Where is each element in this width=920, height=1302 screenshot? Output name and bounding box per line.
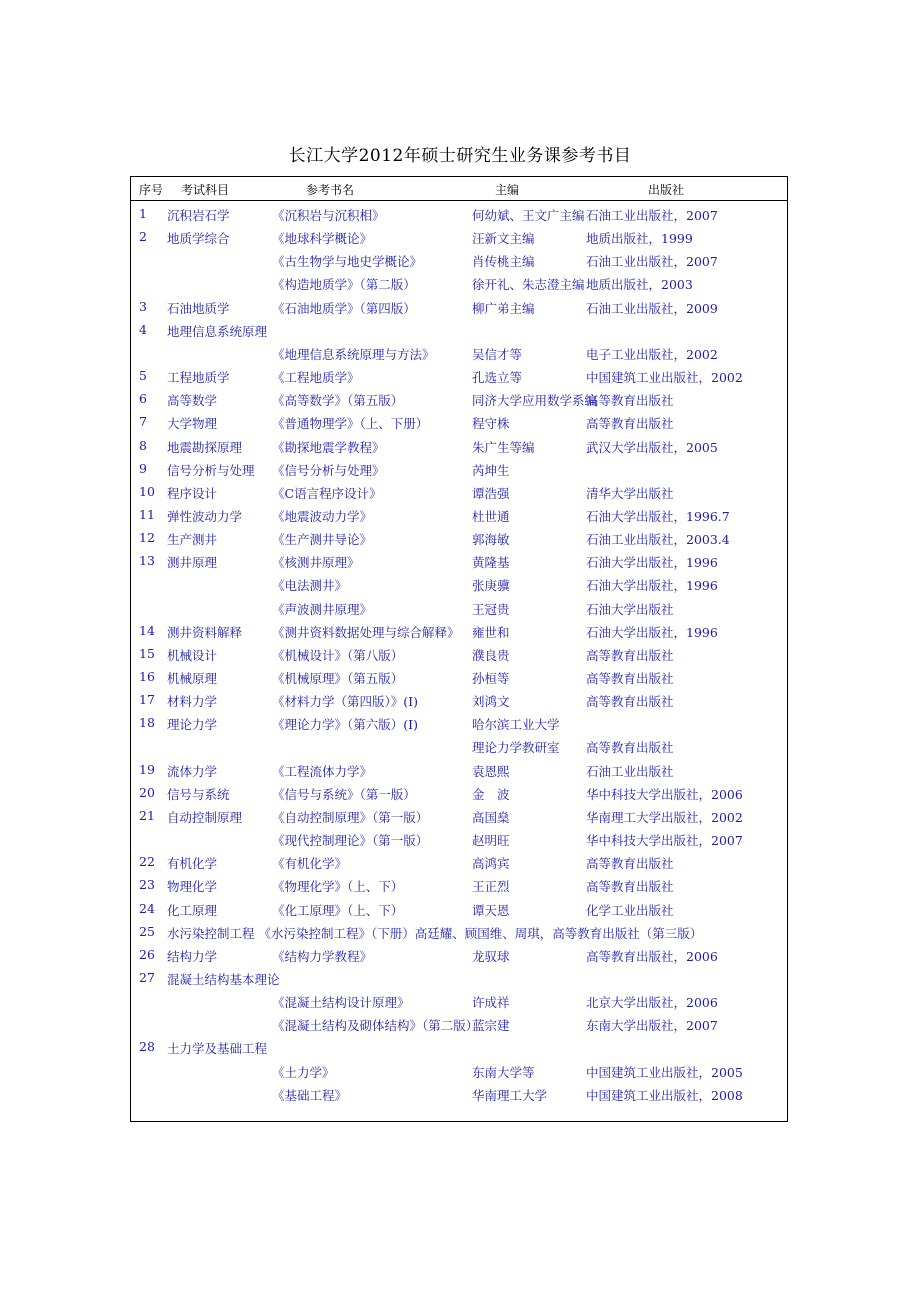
row-book: 《高等数学》（第五版） xyxy=(272,393,404,409)
row-publisher: 石油大学出版社，1996.7 xyxy=(586,508,730,524)
row-author: 许成祥 xyxy=(472,995,510,1011)
table-row xyxy=(131,644,787,667)
table-row xyxy=(131,482,787,505)
row-subject: 自动控制原理 xyxy=(167,809,243,825)
row-publisher: 东南大学出版社，2007 xyxy=(586,1018,718,1034)
row-book: 《有机化学》 xyxy=(272,856,348,872)
row-author: 赵明旺 xyxy=(472,833,510,849)
table-row xyxy=(131,297,787,320)
row-subject: 材料力学 xyxy=(167,694,218,710)
row-author: 理论力学教研室 xyxy=(472,740,560,756)
row-subject: 流体力学 xyxy=(167,763,218,779)
row-subject: 弹性波动力学 xyxy=(167,508,243,524)
row-publisher: 石油大学出版社 xyxy=(586,601,674,617)
row-publisher: 中国建筑工业出版社，2002 xyxy=(586,370,743,386)
row-author: 汪新文主编 xyxy=(472,231,535,247)
row-subject: 地理信息系统原理 xyxy=(167,323,268,339)
table-header xyxy=(131,177,787,201)
row-subject: 信号分析与处理 xyxy=(167,462,255,478)
row-author: 杜世通 xyxy=(472,508,510,524)
table-row xyxy=(131,227,787,250)
row-no: 13 xyxy=(139,553,155,569)
row-author: 芮坤生 xyxy=(472,462,510,478)
table-row xyxy=(131,899,787,922)
row-subject: 结构力学 xyxy=(167,948,218,964)
row-author: 同济大学应用数学系编 xyxy=(472,393,598,409)
table-row xyxy=(131,736,787,759)
table-row xyxy=(131,1061,787,1084)
row-book: 《工程地质学》 xyxy=(272,370,360,386)
row-subject: 高等数学 xyxy=(167,393,218,409)
row-author: 刘鸿文 xyxy=(472,694,510,710)
table-row xyxy=(131,250,787,273)
row-publisher: 地质出版社，1999 xyxy=(586,231,693,247)
row-book: 《混凝土结构及砌体结构》（第二版） xyxy=(272,1018,479,1034)
table-row xyxy=(131,574,787,597)
row-author: 濮良贵 xyxy=(472,647,510,663)
row-book: 《现代控制理论》（第一版） xyxy=(272,833,429,849)
row-publisher: 高等教育出版社 xyxy=(586,740,674,756)
row-no: 10 xyxy=(139,483,155,499)
row-author: 黄隆基 xyxy=(472,555,510,571)
row-author: 程守株 xyxy=(472,416,510,432)
row-no: 9 xyxy=(139,460,147,476)
row-book: 《核测井原理》 xyxy=(272,555,360,571)
header-publisher: 出版社 xyxy=(648,183,685,197)
row-no: 27 xyxy=(139,969,155,985)
row-author: 朱广生等编 xyxy=(472,439,535,455)
row-book: 《信号分析与处理》 xyxy=(272,462,385,478)
table-row xyxy=(131,829,787,852)
row-book: 《生产测井导论》 xyxy=(272,532,373,548)
row-no: 1 xyxy=(139,206,147,221)
row-no: 6 xyxy=(139,391,147,407)
header-author: 主编 xyxy=(495,183,520,197)
row-book: 《自动控制原理》（第一版） xyxy=(272,809,429,825)
row-subject: 信号与系统 xyxy=(167,786,230,802)
row-no: 14 xyxy=(139,622,155,638)
row-subject: 工程地质学 xyxy=(167,370,230,386)
row-book: 《测井资料数据处理与综合解释》 xyxy=(272,624,460,640)
table-row xyxy=(131,505,787,528)
row-book: 《工程流体力学》 xyxy=(272,763,373,779)
row-author: 柳广弟主编 xyxy=(472,300,535,316)
row-no: 5 xyxy=(139,368,147,384)
table-row xyxy=(131,436,787,459)
row-author: 王正烈 xyxy=(472,879,510,895)
table-row xyxy=(131,320,787,343)
row-publisher: 石油大学出版社，1996 xyxy=(586,555,718,571)
header-book: 参考书名 xyxy=(306,183,355,197)
row-author: 肖传桃主编 xyxy=(472,254,535,270)
row-author: 何幼斌、王文广主编 xyxy=(472,208,585,223)
row-publisher: 高等教育出版社，2006 xyxy=(586,948,718,964)
row-no: 25 xyxy=(139,923,155,939)
row-author: 华南理工大学 xyxy=(472,1087,548,1103)
row-author: 雍世和 xyxy=(472,624,510,640)
table-row xyxy=(131,783,787,806)
header-subject: 考试科目 xyxy=(181,183,230,197)
row-subject: 混凝土结构基本理论 xyxy=(167,971,280,987)
row-publisher: 中国建筑工业出版社，2005 xyxy=(586,1064,743,1080)
row-author: 高国燊 xyxy=(472,809,510,825)
row-no: 7 xyxy=(139,414,147,430)
row-book: 《普通物理学》（上、下册） xyxy=(272,416,429,432)
table-row xyxy=(131,412,787,435)
row-subject: 机械原理 xyxy=(167,671,218,686)
row-publisher: 地质出版社，2003 xyxy=(586,277,693,293)
row-book: 《地球科学概论》 xyxy=(272,231,373,247)
row-author: 龙驭球 xyxy=(472,948,510,964)
row-subject: 生产测井 xyxy=(167,532,218,548)
row-publisher: 石油工业出版社 xyxy=(586,763,674,779)
row-publisher: 高等教育出版社 xyxy=(586,879,674,895)
table-row xyxy=(131,551,787,574)
row-subject: 石油地质学 xyxy=(167,300,230,316)
row-author: 高鸿宾 xyxy=(472,856,510,872)
row-no: 22 xyxy=(139,854,155,870)
row-no: 4 xyxy=(139,321,147,337)
row-author: 谭浩强 xyxy=(472,485,510,501)
table-row xyxy=(131,852,787,875)
row-publisher: 中国建筑工业出版社，2008 xyxy=(586,1087,743,1103)
row-no: 23 xyxy=(139,877,155,893)
table-row xyxy=(131,991,787,1014)
row-book: 《电法测井》 xyxy=(272,578,348,594)
row-publisher: 华南理工大学出版社，2002 xyxy=(586,809,743,825)
row-subject: 土力学及基础工程 xyxy=(167,1041,268,1057)
row-no: 16 xyxy=(139,669,155,684)
table-row xyxy=(131,1037,787,1060)
table-row xyxy=(131,389,787,412)
table-row xyxy=(131,528,787,551)
table-row xyxy=(131,945,787,968)
row-author: 孔选立等 xyxy=(472,370,523,386)
table-row xyxy=(131,204,787,227)
row-no: 19 xyxy=(139,761,155,777)
row-subject: 测井原理 xyxy=(167,555,218,571)
row-book: 《混凝土结构设计原理》 xyxy=(272,995,410,1011)
row-no: 20 xyxy=(139,784,155,800)
row-book: 《石油地质学》（第四版） xyxy=(272,300,416,316)
row-subject: 理论力学 xyxy=(167,717,218,733)
table-row xyxy=(131,598,787,621)
table-row xyxy=(131,273,787,296)
table-row xyxy=(131,690,787,713)
header-no: 序号 xyxy=(139,183,164,197)
row-book: 《地理信息系统原理与方法》 xyxy=(272,346,435,362)
row-publisher: 化学工业出版社 xyxy=(586,902,674,918)
row-subject: 物理化学 xyxy=(167,879,218,895)
table-row xyxy=(131,621,787,644)
table-row xyxy=(131,806,787,829)
row-publisher: 华中科技大学出版社，2006 xyxy=(586,786,743,802)
row-author: 吴信才等 xyxy=(472,346,523,362)
row-book: 《基础工程》 xyxy=(272,1087,348,1103)
row-author: 王冠贵 xyxy=(472,601,510,617)
row-book: 《勘探地震学教程》 xyxy=(272,439,385,455)
table-row xyxy=(131,713,787,736)
table-row xyxy=(131,667,787,690)
row-publisher: 石油工业出版社，2007 xyxy=(586,254,718,270)
row-publisher: 武汉大学出版社，2005 xyxy=(586,439,718,455)
row-author: 张庚骥 xyxy=(472,578,510,594)
table-row xyxy=(131,343,787,366)
table-row xyxy=(131,1014,787,1037)
row-no: 11 xyxy=(139,506,155,522)
row-publisher: 高等教育出版社 xyxy=(586,416,674,432)
row-no: 18 xyxy=(139,715,155,731)
row-author: 徐开礼、朱志澄主编 xyxy=(472,277,585,293)
row-publisher: 高等教育出版社 xyxy=(586,671,674,686)
row-book: 《机械设计》（第八版） xyxy=(272,647,404,663)
row-subject: 化工原理 xyxy=(167,902,218,918)
row-publisher: 高等教育出版社 xyxy=(586,856,674,872)
row-subject: 程序设计 xyxy=(167,485,218,501)
booklist-table xyxy=(130,176,788,1122)
row-publisher: 高等教育出版社 xyxy=(586,647,674,663)
table-row xyxy=(131,968,787,991)
row-author: 孙桓等 xyxy=(472,671,510,686)
row-book: 《化工原理》（上、下） xyxy=(272,902,404,918)
row-no: 2 xyxy=(139,229,147,245)
row-subject: 沉积岩石学 xyxy=(167,208,230,223)
row-no: 8 xyxy=(139,437,147,453)
row-publisher: 石油大学出版社，1996 xyxy=(586,578,718,594)
row-author: 东南大学等 xyxy=(472,1064,535,1080)
row-author: 郭海敏 xyxy=(472,532,510,548)
page-title: 长江大学2012年硕士研究生业务课参考书目 xyxy=(288,146,632,166)
table-row xyxy=(131,1084,787,1107)
row-no: 3 xyxy=(139,298,147,314)
row-publisher: 华中科技大学出版社，2007 xyxy=(586,833,743,849)
table-row xyxy=(131,922,787,945)
row-subject: 测井资料解释 xyxy=(167,624,243,640)
row-no: 21 xyxy=(139,807,155,823)
row-author: 袁恩熙 xyxy=(472,763,510,779)
row-subject: 大学物理 xyxy=(167,416,218,432)
row-combined-entry: 水污染控制工程 《水污染控制工程》（下册）高廷耀、顾国维、周琪，高等教育出版社（第三版） xyxy=(167,925,703,941)
row-book: 《物理化学》（上、下） xyxy=(272,879,404,895)
row-no: 24 xyxy=(139,900,155,916)
row-book: 《构造地质学》（第二版） xyxy=(272,277,416,293)
row-no: 17 xyxy=(139,692,155,708)
row-book: 《声波测井原理》 xyxy=(272,601,373,617)
row-no: 26 xyxy=(139,946,155,962)
table-row xyxy=(131,459,787,482)
table-row xyxy=(131,760,787,783)
row-publisher: 电子工业出版社，2002 xyxy=(586,346,718,362)
row-author: 谭天恩 xyxy=(472,902,510,918)
row-subject: 机械设计 xyxy=(167,647,218,663)
table-row xyxy=(131,366,787,389)
row-publisher: 北京大学出版社，2006 xyxy=(586,995,718,1011)
row-publisher: 石油工业出版社，2003.4 xyxy=(586,532,730,548)
row-publisher: 石油大学出版社，1996 xyxy=(586,624,718,640)
row-book: 《土力学》 xyxy=(272,1064,335,1080)
row-book: 《C语言程序设计》 xyxy=(272,485,382,501)
table-row xyxy=(131,875,787,898)
row-author: 蓝宗建 xyxy=(472,1018,510,1034)
row-book: 《沉积岩与沉积相》 xyxy=(272,208,385,223)
row-book: 《古生物学与地史学概论》 xyxy=(272,254,423,270)
row-subject: 地震勘探原理 xyxy=(167,439,243,455)
row-book: 《地震波动力学》 xyxy=(272,508,373,524)
row-subject: 地质学综合 xyxy=(167,231,230,247)
row-subject: 有机化学 xyxy=(167,856,218,872)
row-book: 《理论力学》（第六版）(I) xyxy=(272,717,418,733)
row-publisher: 石油工业出版社，2009 xyxy=(586,300,718,316)
row-author: 哈尔滨工业大学 xyxy=(472,717,560,733)
row-no: 15 xyxy=(139,645,155,661)
row-book: 《材料力学（第四版）》(I) xyxy=(272,694,418,710)
row-publisher: 高等教育出版社 xyxy=(586,694,674,710)
row-publisher: 石油工业出版社，2007 xyxy=(586,208,718,223)
row-author: 金 波 xyxy=(472,786,510,802)
row-publisher: 高等教育出版社 xyxy=(586,393,674,409)
row-book: 《信号与系统》（第一版） xyxy=(272,786,416,802)
row-no: 12 xyxy=(139,530,155,546)
row-book: 《机械原理》（第五版） xyxy=(272,671,404,686)
row-publisher: 清华大学出版社 xyxy=(586,485,674,501)
row-no: 28 xyxy=(139,1039,155,1055)
row-book: 《结构力学教程》 xyxy=(272,948,373,964)
